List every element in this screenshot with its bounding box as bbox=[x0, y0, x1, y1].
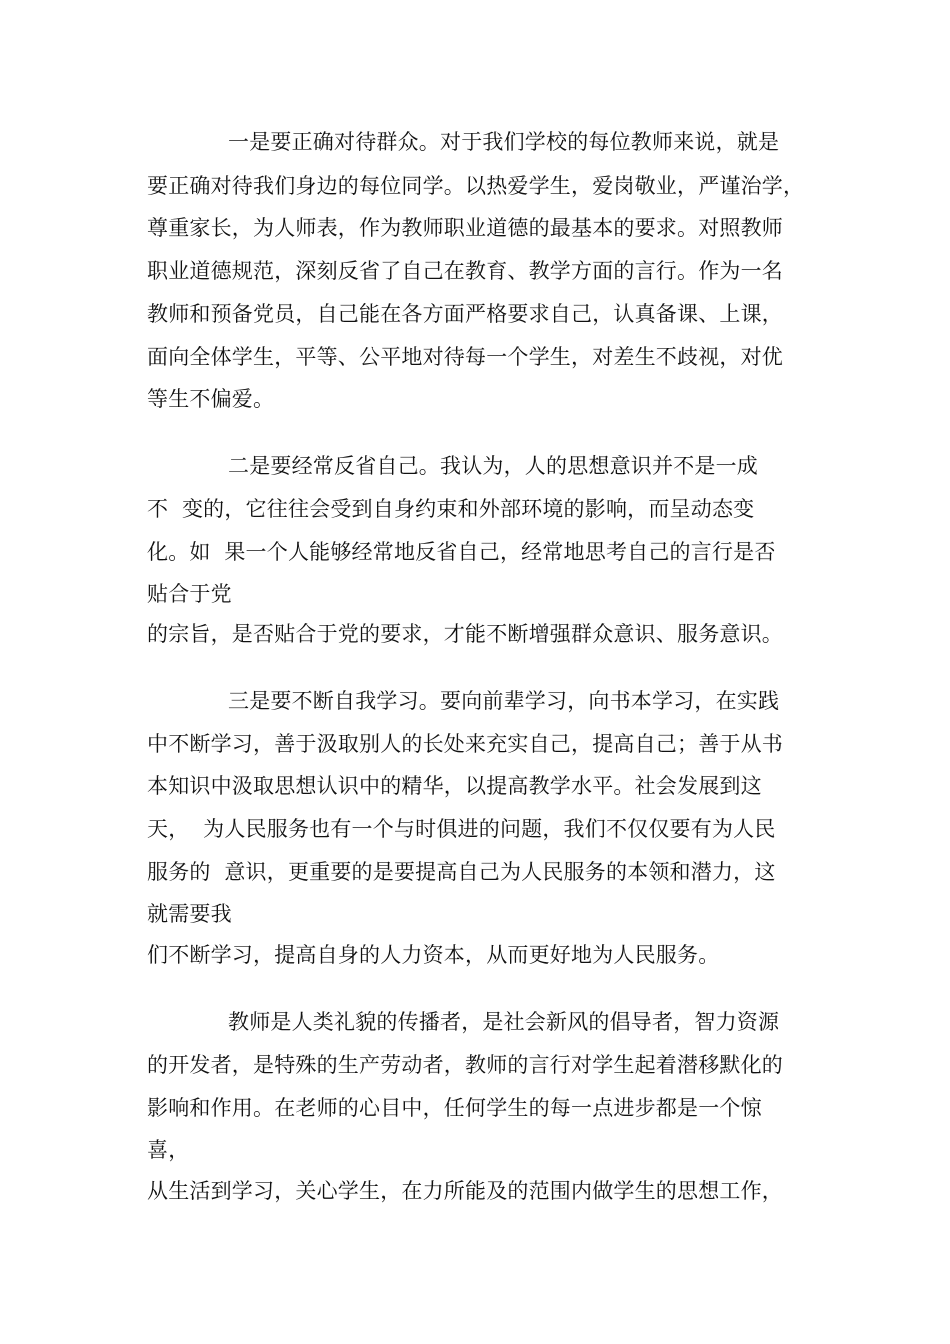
paragraph-1-line-2: 要正确对待我们身边的每位同学。以热爱学生，爱岗敬业，严谨治学， bbox=[147, 174, 805, 198]
paragraph-3-line-6: 就需要我 bbox=[147, 902, 232, 926]
paragraph-1-line-5: 教师和预备党员，自己能在各方面严格要求自己，认真备课、上课， bbox=[147, 302, 783, 326]
paragraph-3-line-2: 中不断学习，善于汲取别人的长处来充实自己，提高自己；善于从书 bbox=[147, 732, 783, 756]
paragraph-1-line-1: 一是要正确对待群众。对于我们学校的每位教师来说，就是 bbox=[228, 130, 780, 154]
paragraph-3-line-3: 本知识中汲取思想认识中的精华，以提高教学水平。社会发展到这 bbox=[147, 774, 762, 798]
paragraph-3-line-7: 们不断学习，提高自身的人力资本，从而更好地为人民服务。 bbox=[147, 943, 720, 967]
paragraph-4-line-4: 喜， bbox=[147, 1138, 190, 1162]
paragraph-3-line-4: 天， 为人民服务也有一个与时俱进的问题，我们不仅仅要有为人民 bbox=[147, 817, 776, 841]
paragraph-4-line-1: 教师是人类礼貌的传播者，是社会新风的倡导者，智力资源 bbox=[228, 1010, 780, 1034]
paragraph-2-line-2: 不 变的，它往往会受到自身约束和外部环境的影响，而呈动态变 bbox=[147, 497, 755, 521]
paragraph-4-line-5: 从生活到学习，关心学生，在力所能及的范围内做学生的思想工作， bbox=[147, 1179, 783, 1203]
paragraph-4-line-3: 影响和作用。在老师的心目中，任何学生的每一点进步都是一个惊 bbox=[147, 1096, 762, 1120]
paragraph-1-line-6: 面向全体学生，平等、公平地对待每一个学生，对差生不歧视，对优 bbox=[147, 345, 783, 369]
paragraph-3-line-5: 服务的 意识，更重要的是要提高自己为人民服务的本领和潜力，这 bbox=[147, 860, 776, 884]
paragraph-2-line-1: 二是要经常反省自己。我认为，人的思想意识并不是一成 bbox=[228, 454, 758, 478]
paragraph-2-line-3: 化。如 果一个人能够经常地反省自己，经常地思考自己的言行是否 bbox=[147, 540, 776, 564]
paragraph-2-line-5: 的宗旨，是否贴合于党的要求，才能不断增强群众意识、服务意识。 bbox=[147, 622, 783, 646]
paragraph-2-line-4: 贴合于党 bbox=[147, 582, 232, 606]
paragraph-4-line-2: 的开发者，是特殊的生产劳动者，教师的言行对学生起着潜移默化的 bbox=[147, 1053, 783, 1077]
paragraph-1-line-4: 职业道德规范，深刻反省了自己在教育、教学方面的言行。作为一名 bbox=[147, 259, 783, 283]
paragraph-3-line-1: 三是要不断自我学习。要向前辈学习，向书本学习，在实践 bbox=[228, 689, 780, 713]
paragraph-1-line-3: 尊重家长，为人师表，作为教师职业道德的最基本的要求。对照教师 bbox=[147, 216, 783, 240]
paragraph-1-line-7: 等生不偏爱。 bbox=[147, 387, 275, 411]
